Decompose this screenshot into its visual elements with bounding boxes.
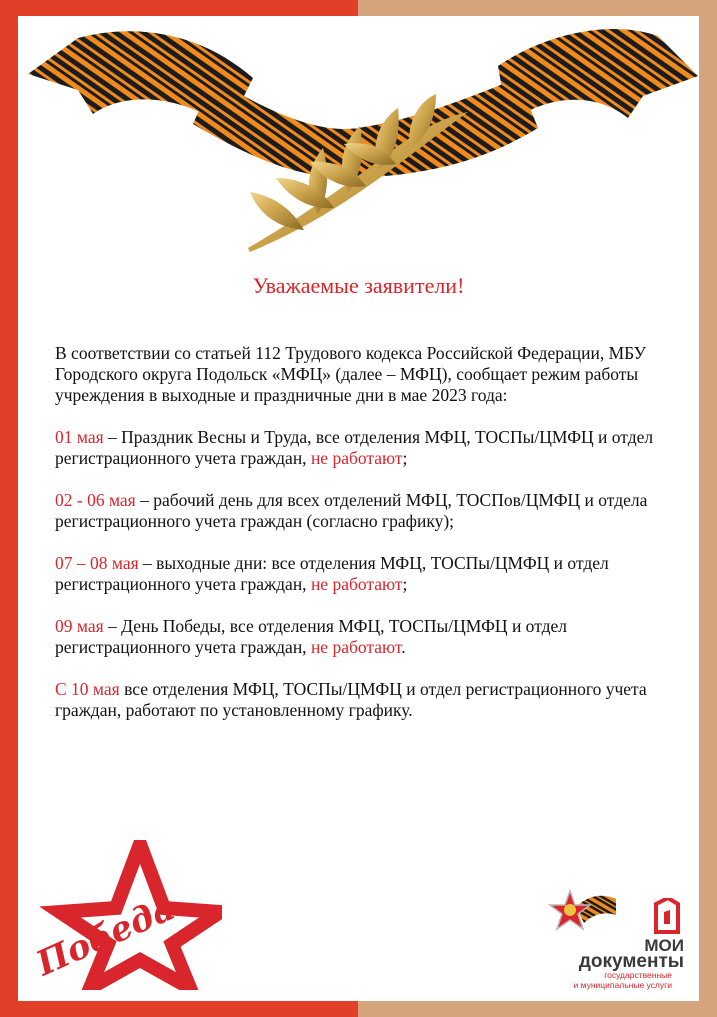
- item-end: ;: [402, 448, 408, 468]
- item-text: – рабочий день для всех отделений МФЦ, ТОСПов/ЦМФЦ и отдела регистрационного учета граждан (согласно графику);: [55, 490, 648, 531]
- status-closed: не работают: [310, 448, 403, 468]
- item-end: .: [401, 637, 406, 657]
- status-closed: не работают: [310, 574, 403, 594]
- status-closed: не работают: [310, 637, 402, 657]
- item-text: – День Победы, все отделения МФЦ, ТОСПы/ЦМФЦ и отдел регистрационного учета граждан,: [55, 616, 568, 657]
- st-george-ribbon-illustration: [18, 16, 699, 256]
- schedule-item-may-02-06: [55, 490, 665, 532]
- brand-subtitle-line2: и муниципальные услуги: [573, 980, 672, 990]
- page-title: Уважаемые заявители!: [252, 273, 465, 298]
- order-ribbon-emblem-icon: [548, 885, 618, 945]
- brand-subtitle: [540, 970, 672, 990]
- date-label: С 10 мая: [55, 679, 120, 699]
- date-label: 01 мая: [55, 427, 104, 447]
- schedule-item-may-01: [55, 427, 665, 469]
- brand-title: [554, 938, 684, 970]
- schedule-item-may-07-08: [55, 553, 665, 595]
- item-end: ;: [402, 574, 408, 594]
- schedule-item-may-09: [55, 616, 665, 658]
- document-icon: [652, 898, 682, 936]
- item-text: все отделения МФЦ, ТОСПы/ЦМФЦ и отдел регистрационного учета граждан, работают по установленному графику.: [55, 679, 647, 720]
- date-label: 07 – 08 мая: [55, 553, 139, 573]
- pobeda-star-logo: [22, 840, 222, 990]
- intro-paragraph: В соответствии со статьей 112 Трудового кодекса Российской Федерации, МБУ Городского округа Подольск «МФЦ» (далее – МФЦ), сообщает режим работы учреждения в выходные и праздничные дни в мае 2023 года:: [55, 343, 646, 405]
- brand-subtitle-line1: государственные: [604, 970, 672, 980]
- item-text: – Праздник Весны и Труда, все отделения МФЦ, ТОСПы/ЦМФЦ и отдел регистрационного учета граждан,: [55, 427, 654, 468]
- brand-title-line1: МОИ: [644, 936, 684, 955]
- announcement-body: [55, 343, 665, 742]
- pobeda-logo-text: Победа: [30, 888, 181, 985]
- brand-title-line2: документы: [578, 951, 684, 972]
- date-label: 02 - 06 мая: [55, 490, 136, 510]
- item-text: – выходные дни: все отделения МФЦ, ТОСПы/ЦМФЦ и отдел регистрационного учета граждан,: [55, 553, 609, 594]
- date-label: 09 мая: [55, 616, 104, 636]
- schedule-item-from-may-10: [55, 679, 665, 721]
